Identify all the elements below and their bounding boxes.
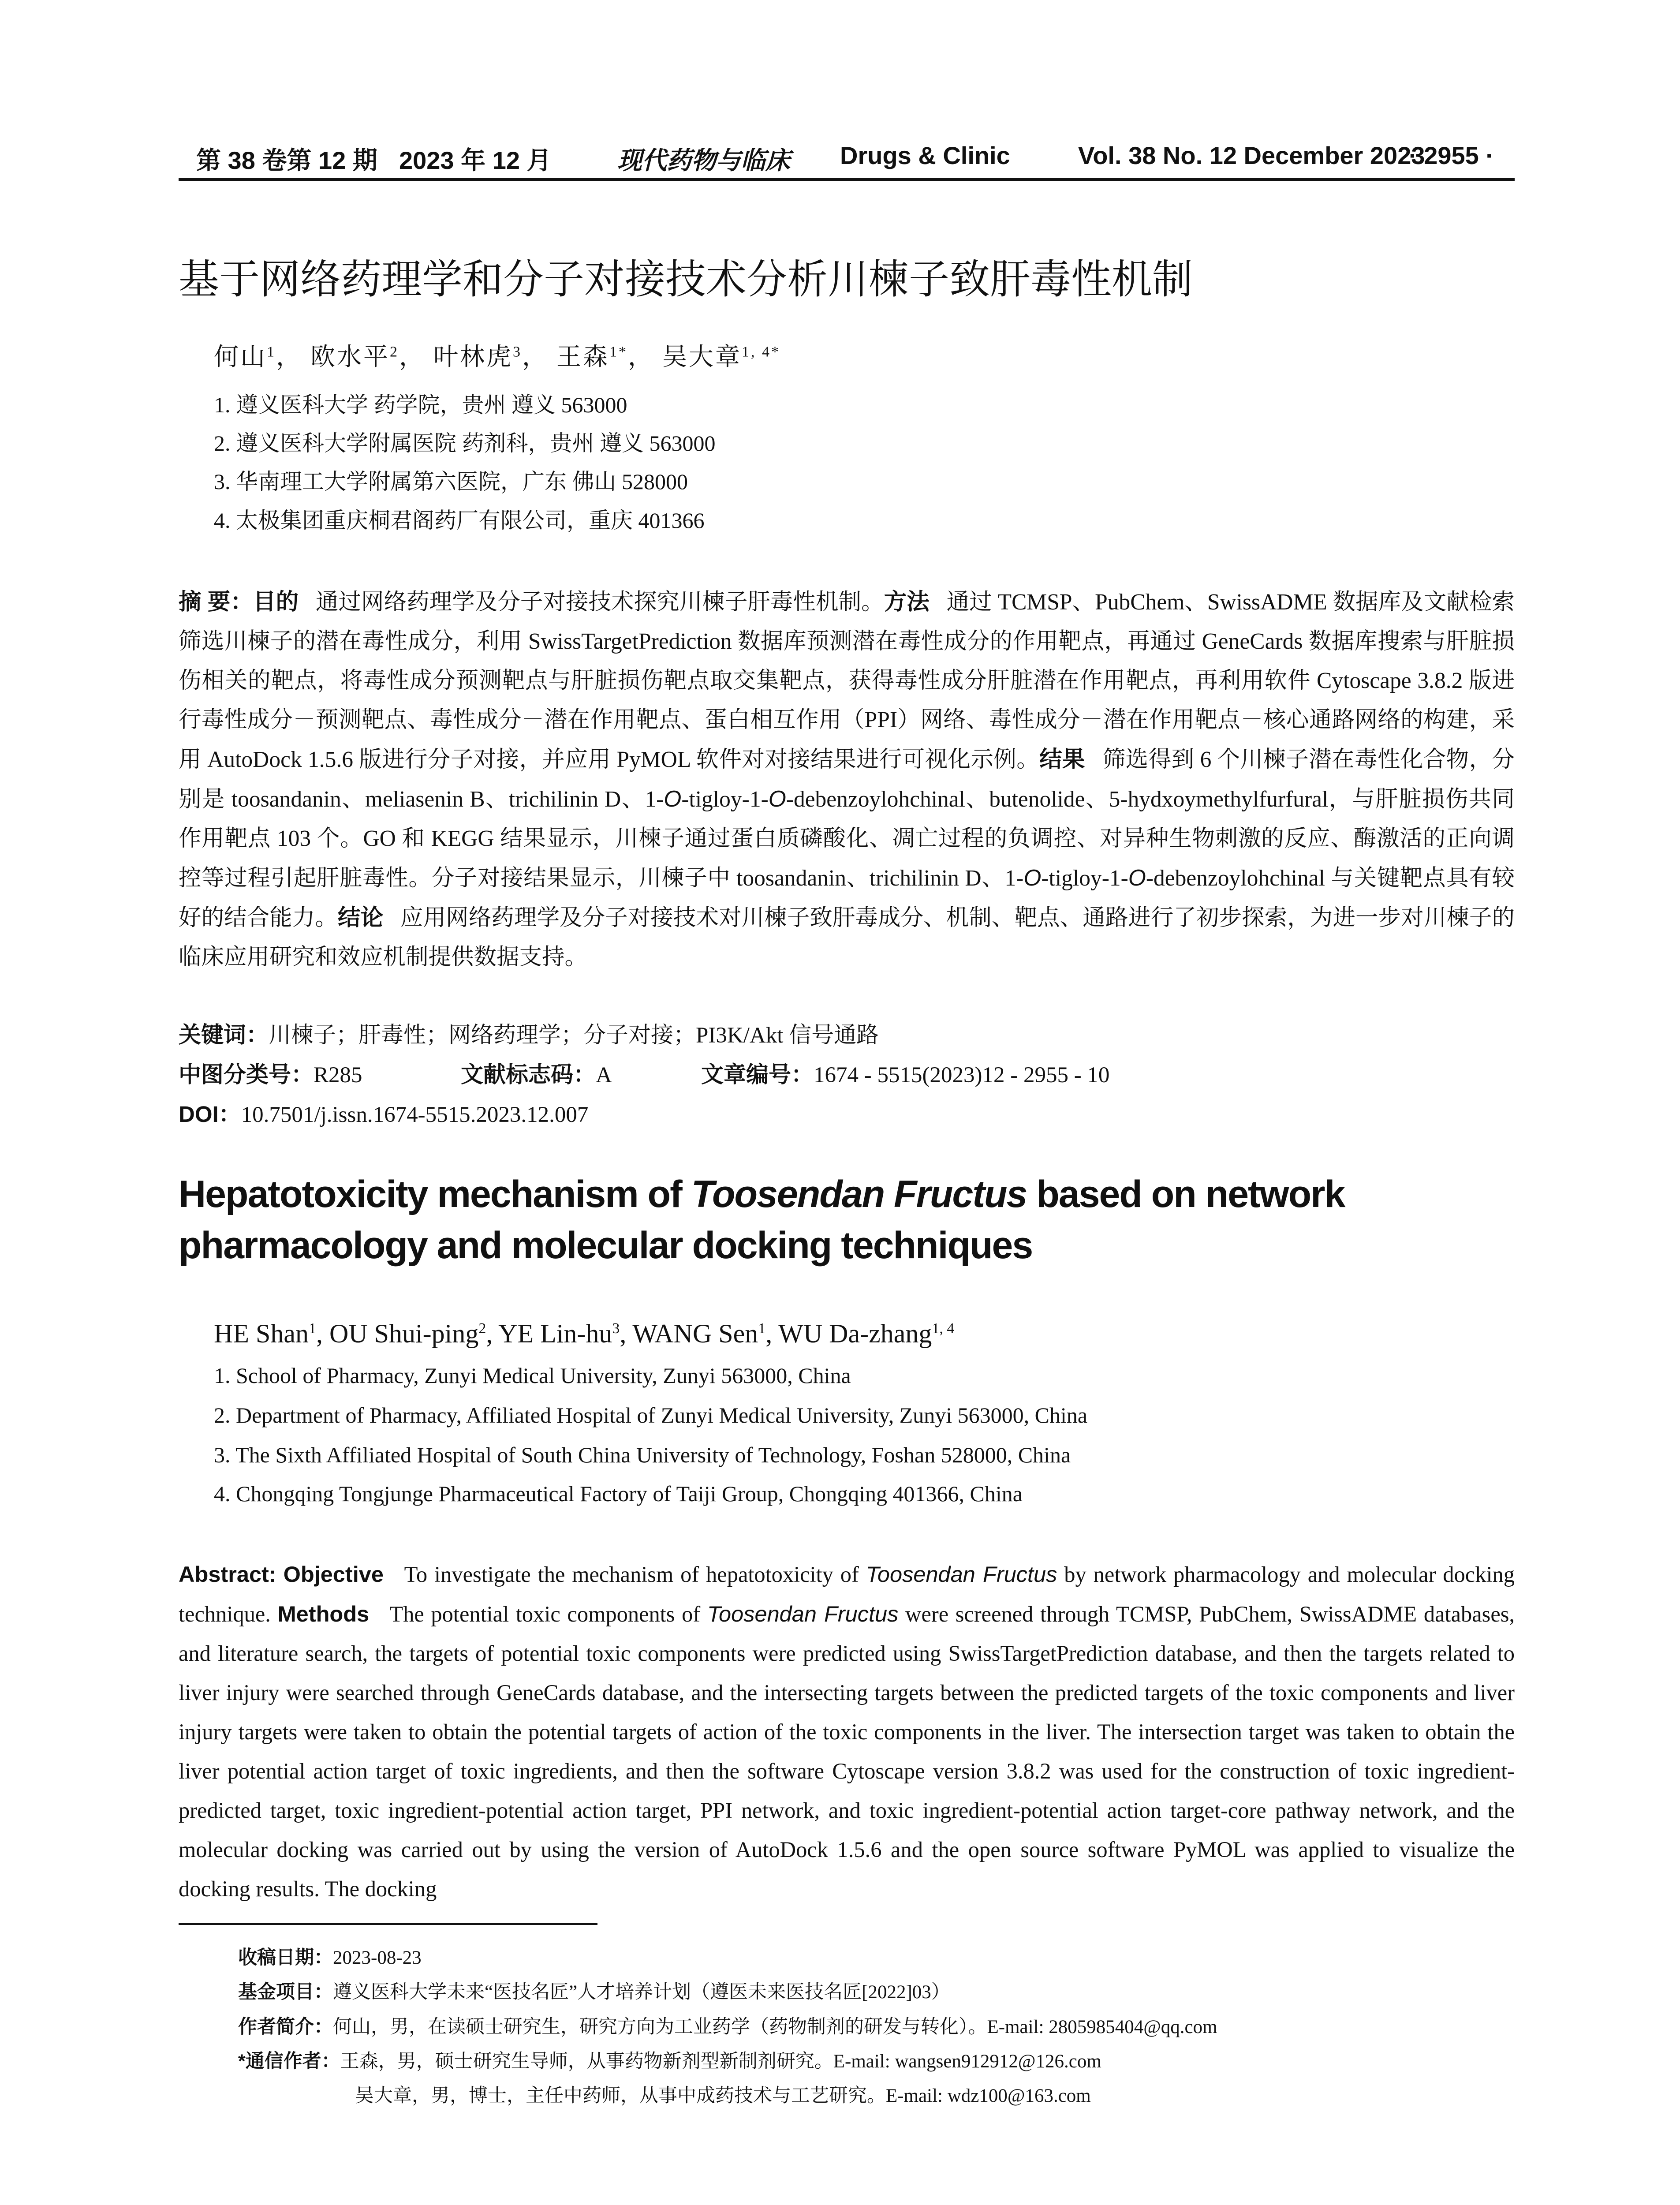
- objective-en-label: Objective: [283, 1562, 384, 1587]
- keywords-zh: [179, 1017, 879, 1049]
- authors-zh: 何山$^1$， 欧水平$^2$， 叶林虎$^3$， 王森$^{1*}$， 吴大章$^{1, 4*}$: [214, 344, 780, 371]
- title-en-italic: Toosendan Fructus: [691, 1173, 1027, 1215]
- author-en-1: HE Shan: [214, 1319, 309, 1348]
- doi-value: 10.7501/j.issn.1674-5515.2023.12.007: [241, 1102, 589, 1127]
- affiliation-en-4: 4. Chongqing Tongjunge Pharmaceutical Factory of Taiji Group, Chongqing 401366, China: [214, 1481, 1023, 1506]
- affiliation-zh-1: 1. 遵义医科大学 药学院，贵州 遵义 563000: [214, 392, 627, 417]
- author-zh-3-sup: 3: [513, 344, 522, 360]
- methods-en-text-b: were screened through TCMSP, PubChem, SwissADME databases, and literature search, the targets of potential toxic components were predicted using SwissTargetPrediction database, and then the targets related to liver injury were searched through GeneCards database, and the intersecting targets between the predicted targets of the toxic components and liver injury targets were taken to obtain the potential targets of action of the toxic components in the liver. The intersection target was taken to obtain the liver potential action target of toxic ingredients, and then the software Cytoscape version 3.8.2 was used for the construction of toxic ingredient-predicted target, toxic ingredient-potential action target, PPI network, and toxic ingredient-potential action target-core pathway network, and the molecular docking was carried out by using the version of AutoDock 1.5.6 and the open source software PyMOL was applied to visualize the docking results. The docking: [179, 1602, 1515, 1901]
- fund-value: 遵义医科大学未来“医技名匠”人才培养计划（遵医未来医技名匠[2022]03）: [333, 1982, 950, 2003]
- abstract-en-label: Abstract:: [179, 1562, 276, 1587]
- footnote-received: [238, 1943, 422, 1970]
- author-zh-2-sup: 2: [390, 344, 399, 360]
- article-number-label: 文章编号：: [701, 1062, 814, 1087]
- author-zh-3: 叶林虎: [433, 344, 513, 371]
- results-zh-label: 结果: [1039, 746, 1085, 772]
- conclusion-zh-text: 应用网络药理学及分子对接技术对川楝子致肝毒成分、机制、靶点、通路进行了初步探索，为进一步对川楝子的临床应用研究和效应机制提供数据支持。: [179, 905, 1515, 970]
- objective-zh-text: 通过网络药理学及分子对接技术探究川楝子肝毒性机制。: [315, 590, 884, 615]
- affiliation-en-1: 1. School of Pharmacy, Zunyi Medical University, Zunyi 563000, China: [214, 1363, 851, 1388]
- affiliation-zh-4: 4. 太极集团重庆桐君阁药厂有限公司，重庆 401366: [214, 508, 705, 533]
- methods-zh-text: 通过 TCMSP、PubChem、SwissADME 数据库及文献检索筛选川楝子的潜在毒性成分，利用 SwissTargetPrediction 数据库预测潜在毒性成分的作用靶点，再通过 GeneCards 数据库搜索与肝脏损伤相关的靶点，将毒性成分预测靶点与肝脏损伤靶点取交集靶点，获得毒性成分肝脏潜在作用靶点，再利用软件 Cytoscape 3.8.2 版进行毒性成分－预测靶点、毒性成分－潜在作用靶点、蛋白相互作用（PPI）网络、毒性成分－潜在作用靶点－核心通路网络的构建，采用 AutoDock 1.5.6 版进行分子对接，并应用 PyMOL 软件对对接结果进行可视化示例。: [179, 590, 1515, 772]
- author-zh-1: 何山: [214, 344, 267, 371]
- keywords-zh-label: 关键词：: [179, 1022, 269, 1047]
- author-en-2-sup: 2: [478, 1320, 486, 1337]
- received-value: 2023-08-23: [333, 1947, 422, 1968]
- author-en-3-sup: 3: [612, 1320, 620, 1337]
- footnote-fund: [238, 1977, 950, 2004]
- header-volume-en: Vol. 38 No. 12 December 2023: [1078, 142, 1425, 169]
- clc-value: R285: [314, 1063, 362, 1088]
- doi-line: [179, 1096, 588, 1129]
- header-journal-en: Drugs & Clinic: [840, 142, 1010, 169]
- author-zh-5-sup: 1, 4*: [742, 344, 780, 360]
- objective-en-italic: Toosendan Fructus: [866, 1562, 1057, 1587]
- footnote-corresponding: [238, 2046, 1101, 2073]
- author-zh-2: 欧水平: [310, 344, 390, 371]
- affiliation-en-3: 3. The Sixth Affiliated Hospital of South China University of Technology, Foshan 528000, China: [214, 1443, 1071, 1467]
- methods-zh-label: 方法: [884, 589, 930, 614]
- results-zh-text-d: -tigloy-1-: [1041, 866, 1128, 891]
- abstract-zh-label: 摘 要：: [179, 589, 254, 614]
- header-volume-zh: 第 38 卷第 12 期: [196, 146, 377, 174]
- author-en-4-sup: 1: [758, 1320, 766, 1337]
- article-number-value: 1674 - 5515(2023)12 - 2955 - 10: [814, 1063, 1110, 1088]
- results-zh-o2: O: [768, 786, 786, 811]
- document-code-label: 文献标志码：: [461, 1062, 596, 1087]
- title-en-part1: Hepatotoxicity mechanism of: [179, 1173, 691, 1215]
- classification-line: [179, 1056, 362, 1089]
- abstract-en: [179, 1555, 1515, 1909]
- author-zh-4: 王森: [556, 344, 609, 371]
- fund-label: 基金项目：: [238, 1981, 333, 2003]
- footnote-corresponding-2: 吴大章，男，博士，主任中药师，从事中成药技术与工艺研究。E-mail: wdz100@163.com: [355, 2085, 1091, 2106]
- header-journal-zh: 现代药物与临床: [617, 147, 790, 175]
- author-bio-label: 作者简介：: [238, 2016, 333, 2037]
- author-en-1-sup: 1: [308, 1320, 316, 1337]
- objective-zh-label: 目的: [253, 589, 299, 614]
- author-en-3: , YE Lin-hu: [486, 1319, 612, 1348]
- header-date-zh: 2023 年 12 月: [399, 146, 552, 174]
- running-header: [179, 138, 1515, 181]
- results-zh-o1: O: [664, 786, 682, 811]
- results-zh-text-b: -tigloy-1-: [681, 787, 769, 812]
- title-en-part2: based on network pharmacology and molecular docking techniques: [179, 1173, 1345, 1267]
- title-en: [179, 1169, 1528, 1271]
- author-en-2: , OU Shui-ping: [316, 1319, 479, 1348]
- methods-en-italic: Toosendan Fructus: [707, 1601, 899, 1626]
- corresponding-1: 王森，男，硕士研究生导师，从事药物新剂型新制剂研究。E-mail: wangsen912912@126.com: [340, 2051, 1101, 2072]
- title-zh: 基于网络药理学和分子对接技术分析川楝子致肝毒性机制: [179, 257, 1193, 302]
- footnote-author-bio: [238, 2012, 1217, 2039]
- results-zh-text-a: 筛选得到 6 个川楝子潜在毒性化合物，分别是 toosandanin、meliasenin B、trichilinin D、1-: [179, 747, 1515, 812]
- results-zh-text-e: -debenzoylohchinal 与关键靶点具有较好的结合能力。: [179, 866, 1515, 931]
- author-en-4: , WANG Sen: [620, 1319, 758, 1348]
- abstract-zh: [179, 582, 1515, 977]
- results-zh-text-c: -debenzoylohchinal、butenolide、5-hydxoymethylfurfural，与肝脏损伤共同作用靶点 103 个。GO 和 KEGG 结果显示，川楝子通过蛋白质磷酸化、凋亡过程的负调控、对异种生物刺激的反应、酶激活的正向调控等过程引起肝脏毒性。分子对接结果显示，川楝子中 toosandanin、trichilinin D、1-: [179, 787, 1515, 891]
- received-label: 收稿日期：: [238, 1947, 333, 1968]
- affiliation-zh-2: 2. 遵义医科大学附属医院 药剂科，贵州 遵义 563000: [214, 431, 716, 456]
- affiliation-zh-3: 3. 华南理工大学附属第六医院，广东 佛山 528000: [214, 469, 688, 494]
- author-zh-1-sup: 1: [267, 344, 276, 360]
- author-en-5: , WU Da-zhang: [765, 1319, 932, 1348]
- article-number: [701, 1056, 1109, 1089]
- results-zh-o4: O: [1128, 865, 1146, 890]
- author-zh-4-sup: 1*: [609, 344, 628, 360]
- author-bio-value: 何山，男，在读硕士研究生，研究方向为工业药学（药物制剂的研发与转化）。E-mail: 2805985404@qq.com: [333, 2017, 1217, 2037]
- author-en-5-sup: 1, 4: [932, 1320, 955, 1337]
- objective-en-text-b: by network pharmacology and molecular docking technique.: [179, 1562, 1515, 1626]
- document-code-value: A: [596, 1063, 612, 1088]
- methods-en-text-a: The potential toxic components of: [389, 1602, 707, 1626]
- corresponding-label: *通信作者：: [238, 2051, 340, 2072]
- author-zh-5: 吴大章: [662, 344, 742, 371]
- affiliation-en-2: 2. Department of Pharmacy, Affiliated Hospital of Zunyi Medical University, Zunyi 563000, China: [214, 1403, 1088, 1428]
- authors-en: [214, 1319, 954, 1349]
- header-page-number: · 2955 ·: [1409, 142, 1494, 169]
- methods-en-label: Methods: [277, 1601, 370, 1626]
- objective-en-text-a: To investigate the mechanism of hepatotoxicity of: [404, 1562, 866, 1587]
- doi-label: DOI：: [179, 1102, 241, 1127]
- document-code: [461, 1056, 612, 1089]
- keywords-zh-value: 川楝子；肝毒性；网络药理学；分子对接；PI3K/Akt 信号通路: [269, 1023, 879, 1048]
- footnote-divider: [179, 1923, 597, 1925]
- results-zh-o3: O: [1023, 865, 1042, 890]
- conclusion-zh-label: 结论: [338, 904, 384, 930]
- clc-label: 中图分类号：: [179, 1062, 314, 1087]
